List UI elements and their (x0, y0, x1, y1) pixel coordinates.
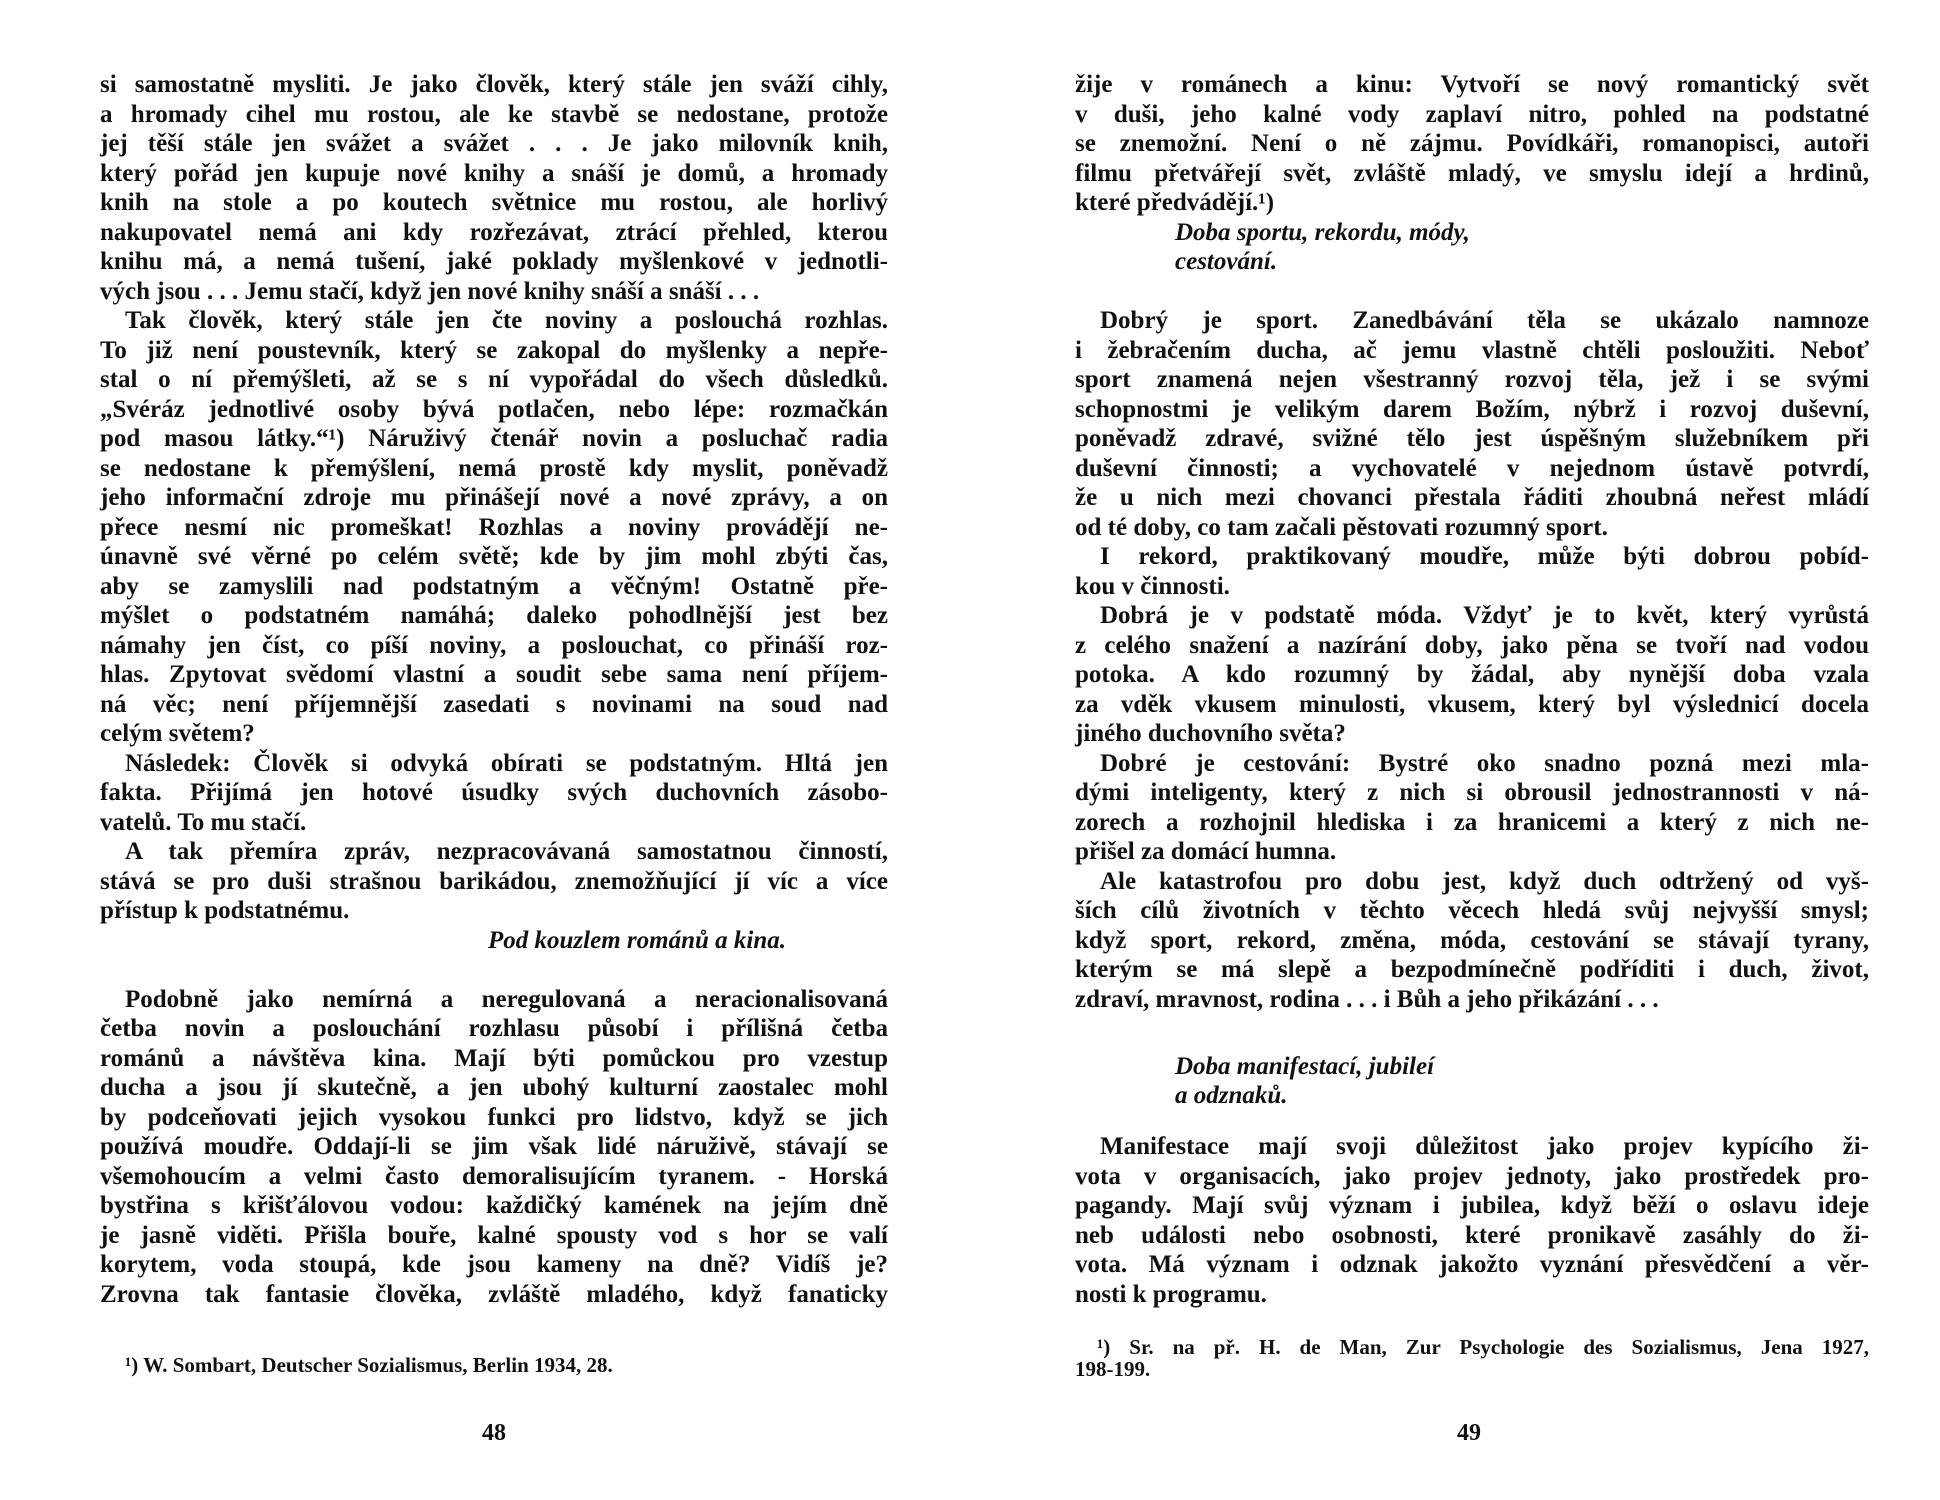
text-line: z celého snažení a nazírání doby, jako pěna se tvoří nad vodou (1075, 631, 1869, 659)
text-line: stal o ní přemýšleti, až se s ní vypořádal do všech důsledků. (100, 366, 888, 393)
footnote-line: ¹) Sr. na př. H. de Man, Zur Psychologie des Sozialismus, Jena 1927, (1097, 1335, 1869, 1359)
paragraph (1075, 306, 1869, 542)
text-line: vota v organisacích, jako projev jednoty, jako prostředek pro- (1075, 1162, 1869, 1190)
text-line: „Svéráz jednotlivé osoby bývá potlačen, nebo lépe: rozmačkán (100, 395, 888, 423)
text-line: celým světem? (100, 720, 255, 747)
text-line: Zrovna tak fantasie člověka, zvláště mladého, když fanaticky (100, 1280, 888, 1308)
text-line: četba novin a poslouchání rozhlasu působí i přílišná četba (100, 1015, 888, 1042)
text-line: Dobrá je v podstatě móda. Vždyť je to květ, který vyrůstá (1100, 602, 1869, 629)
text-line: sport znamená nejen všestranný rozvoj těla, jež i se svými (1075, 366, 1869, 393)
text-line: pagandy. Mají svůj význam i jubilea, když běží o oslavu ideje (1075, 1192, 1869, 1219)
right-page-body (1075, 70, 1869, 1309)
text-line: ších cílů životních v těchto věcech hledá svůj nejvyšší smysl; (1075, 897, 1869, 924)
text-line: duševní činnosti; a vychovatelé v nejednom ústavě potvrdí, (1075, 454, 1869, 482)
text-line: Ale katastrofou pro dobu jest, když duch odtržený od vyš- (1100, 867, 1869, 895)
paragraph (1075, 1132, 1869, 1309)
text-line: potoka. A kdo rozumný by žádal, aby nynější doba vzala (1075, 661, 1869, 688)
paragraph (1075, 601, 1869, 749)
text-line: fakta. Přijímá jen hotové úsudky svých duchovních zásobo- (100, 779, 888, 806)
text-line: který pořád jen kupuje nové knihy a snáší je domů, a hromady (100, 159, 888, 187)
text-line: zdraví, mravnost, rodina . . . i Bůh a jeho přikázání . . . (1075, 985, 1659, 1013)
text-line: je jasně viděti. Přišla bouře, kalné spousty vod s hor se valí (100, 1221, 888, 1249)
text-line: knih na stole a po koutech světnice mu rostou, ale horlivý (100, 189, 888, 216)
text-line: Dobré je cestování: Bystré oko snadno pozná mezi mla- (1100, 749, 1869, 777)
text-line: schopnostmi je velikým darem Božím, nýbrž i rozvoj duševní, (1075, 395, 1869, 423)
text-line: To již není poustevník, který se zakopal do myšlenky a nepře- (100, 336, 888, 364)
page-number-left: 48 (482, 1420, 506, 1446)
text-line: jej těší stále jen svážet a svážet . . . Je jako milovník knih, (100, 130, 888, 157)
footnote-line: ¹) W. Sombart, Deutscher Sozialismus, Berlin 1934, 28. (125, 1353, 613, 1377)
text-line: si samostatně mysliti. Je jako člověk, který stále jen sváží cihly, (100, 71, 888, 98)
heading-line: Doba manifestací, jubileí (1175, 1052, 1435, 1080)
text-line: jiného duchovního světa? (1075, 720, 1346, 747)
text-line: přístup k podstatnému. (100, 897, 350, 924)
paragraph (100, 306, 888, 749)
text-line: když sport, rekord, změna, móda, cestování se stávají tyrany, (1075, 926, 1869, 954)
text-line: od té doby, co tam začali pěstovati rozumný sport. (1075, 513, 1608, 541)
text-line: námahy jen číst, co píší noviny, a poslouchat, co přináší roz- (100, 631, 888, 659)
footnote-line: 198-199. (1075, 1357, 1151, 1381)
paragraph (1075, 542, 1869, 601)
text-line: I rekord, praktikovaný moudře, může býti dobrou pobíd- (1100, 543, 1869, 570)
text-line: kou v činnosti. (1075, 572, 1230, 600)
text-line: i žebračením ducha, ač jemu vlastně chtěli posloužiti. Neboť (1075, 336, 1869, 364)
text-line: A tak přemíra zpráv, nezpracovávaná samostatnou činností, (125, 838, 888, 865)
text-line: které předvádějí.¹) (1075, 189, 1275, 216)
text-line: stává se pro duši strašnou barikádou, znemožňující jí víc a více (100, 867, 888, 895)
text-line: Tak člověk, který stále jen čte noviny a poslouchá rozhlas. (125, 307, 888, 334)
text-line: Podobně jako nemírná a neregulovaná a neracionalisovaná (125, 985, 888, 1013)
text-line: a hromady cihel mu rostou, ale ke stavbě se nedostane, protože (100, 100, 888, 128)
heading-line: cestování. (1175, 248, 1278, 275)
section-heading (1075, 218, 1869, 277)
left-page-body (100, 70, 888, 1309)
text-line: se znemožní. Není o ně zájmu. Povídkáři, romanopisci, autoři (1075, 130, 1869, 157)
text-line: dými inteligenty, který z nich si obrousil jednostrannosti v ná- (1075, 779, 1869, 806)
text-line: filmu přetvářejí svět, zvláště mladý, ve smyslu idejí a hrdinů, (1075, 159, 1869, 187)
text-line: přišel za domácí humna. (1075, 838, 1337, 865)
text-line: ducha a jsou jí skutečně, a jen ubohý kulturní zaostalec mohl (100, 1074, 888, 1101)
text-line: zorech a rozhojnil hlediska i za hranicemi a který z nich ne- (1075, 808, 1869, 836)
text-line: knihu má, a nemá tušení, jaké poklady myšlenkové v jednotli- (100, 248, 888, 275)
text-line: používá moudře. Oddají-li se jim však lidé náruživě, stávají se (100, 1133, 888, 1160)
text-line: korytem, voda stoupá, kde jsou kameny na dně? Vidíš je? (100, 1251, 888, 1278)
text-line: by podceňovati jejich vysokou funkci pro lidstvo, když se jich (100, 1103, 888, 1131)
text-line: všemohoucím a velmi často demoralisujícím tyranem. - Horská (100, 1162, 888, 1190)
text-line: že u nich mezi chovanci přestala řáditi zhoubná neřest mládí (1075, 484, 1869, 511)
blank-line (1075, 277, 1869, 307)
text-line: Manifestace mají svoji důležitost jako projev kypícího ži- (1100, 1133, 1869, 1160)
text-line: nosti k programu. (1075, 1280, 1267, 1308)
text-line: ná věc; není příjemnější zasedati s novinami na soud nad (100, 690, 888, 718)
blank-line (100, 955, 888, 985)
page-number-right: 49 (1457, 1420, 1481, 1446)
paragraph (100, 985, 888, 1310)
heading-line: Doba sportu, rekordu, módy, (1175, 218, 1470, 246)
text-line: za vděk vkusem minulosti, vkusem, který byl výslednicí docela (1075, 690, 1869, 718)
right-page-footnote (1075, 1336, 1869, 1380)
paragraph (100, 837, 888, 926)
text-line: vých jsou . . . Jemu stačí, když jen nové knihy snáší a snáší . . . (100, 277, 760, 305)
text-line: aby se zamyslili nad podstatným a věčným! Ostatně pře- (100, 572, 888, 600)
text-line: Následek: Člověk si odvyká obírati se podstatným. Hltá jen (125, 749, 888, 777)
paragraph (1075, 70, 1869, 218)
text-line: vota. Má význam i odznak jakožto vyznání přesvědčení a věr- (1075, 1251, 1869, 1278)
text-line: bystřina s křišťálovou vodou: každičký kamének na jejím dně (100, 1192, 888, 1219)
paragraph (1075, 867, 1869, 1015)
paragraph (100, 749, 888, 838)
left-page-footnote (125, 1354, 613, 1376)
text-line: přece nesmí nic promeškat! Rozhlas a noviny provádějí ne- (100, 513, 888, 541)
text-line: Dobrý je sport. Zanedbávání těla se ukázalo namnoze (1100, 307, 1869, 334)
blank-line (1075, 1014, 1869, 1044)
text-line: pod masou látky.“¹) Náruživý čtenář novin a posluchač radia (100, 425, 888, 452)
text-line: románů a návštěva kina. Mají býti pomůckou pro vzestup (100, 1044, 888, 1072)
text-line: žije v románech a kinu: Vytvoří se nový romantický svět (1075, 71, 1869, 98)
text-line: hlas. Zpytovat svědomí vlastní a soudit sebe sama není příjem- (100, 661, 888, 688)
heading-line: Pod kouzlem románů a kina. (488, 926, 786, 954)
text-line: nakupovatel nemá ani kdy rozřezávat, ztrácí přehled, kterou (100, 218, 888, 246)
section-heading (100, 926, 888, 956)
text-line: se nedostane k přemýšlení, nemá prostě kdy myslit, poněvadž (100, 454, 888, 482)
text-line: mýšlet o podstatném namáhá; daleko pohodlnější jest bez (100, 602, 888, 629)
paragraph (1075, 749, 1869, 867)
heading-line: a odznaků. (1175, 1082, 1288, 1109)
paragraph (100, 70, 888, 306)
text-line: jeho informační zdroje mu přinášejí nové a nové zprávy, a on (100, 484, 888, 511)
text-line: únavně své věrné po celém světě; kde by jim mohl zbýti čas, (100, 543, 888, 570)
text-line: kterým se má slepě a bezpodmínečně podříditi i duch, život, (1075, 956, 1869, 983)
text-line: poněvadž zdravé, svižné tělo jest úspěšným služebníkem při (1075, 425, 1869, 452)
text-line: vatelů. To mu stačí. (100, 808, 307, 836)
text-line: neb události nebo osobnosti, které pronikavě zasáhly do ži- (1075, 1221, 1869, 1249)
text-line: v duši, jeho kalné vody zaplaví nitro, pohled na podstatné (1075, 100, 1869, 128)
